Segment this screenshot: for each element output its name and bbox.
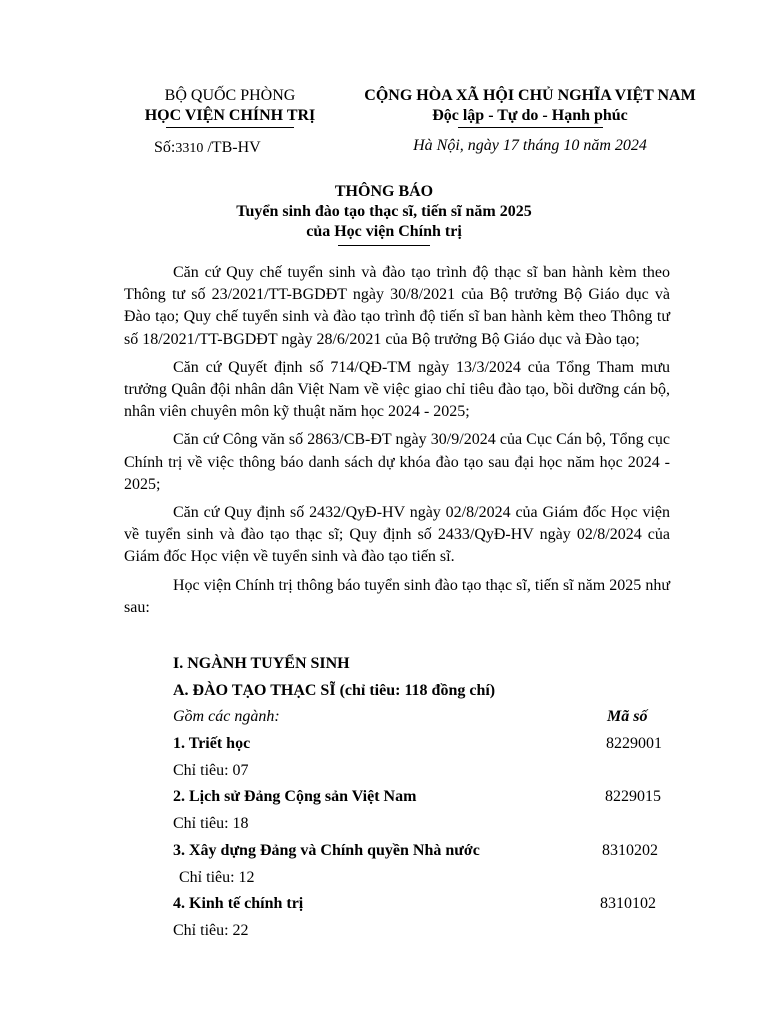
- major-code: 8229015: [605, 788, 661, 805]
- sub-heading: [173, 682, 495, 700]
- paragraph: Căn cứ Quy định số 2432/QyĐ-HV ngày 02/8/2024 của Giám đốc Học viện về tuyển sinh và đào tạo thạc sĩ; Quy định số 2433/QyĐ-HV ngày 02/8/2024 của Giám đốc Học viện về tuyển sinh và đào tạo tiến sĩ.: [124, 504, 670, 566]
- major-code: 8229001: [606, 735, 662, 752]
- document-title: [0, 182, 768, 246]
- doc-no-suffix: /TB-HV: [207, 139, 261, 156]
- document-number: [154, 139, 261, 157]
- sub-heading-bold: A. ĐÀO TẠO THẠC SĨ: [173, 682, 336, 699]
- title-main: THÔNG BÁO: [334, 183, 434, 200]
- code-column-label: Mã số: [607, 708, 648, 725]
- major-name: 2. Lịch sử Đảng Cộng sản Việt Nam: [173, 788, 417, 805]
- major-code: 8310102: [600, 895, 656, 912]
- document-body: [124, 262, 670, 624]
- doc-no-prefix: Số:: [154, 139, 176, 156]
- major-quota: Chỉ tiêu: 07: [173, 762, 249, 779]
- sub-heading-rest: (chỉ tiêu: 118 đồng chí): [335, 682, 496, 699]
- academy-name: HỌC VIỆN CHÍNH TRỊ: [144, 107, 316, 124]
- section-heading: I. NGÀNH TUYỂN SINH: [173, 655, 350, 672]
- date-day: 17: [502, 137, 519, 154]
- major-name: 1. Triết học: [173, 735, 251, 752]
- title-line-2: của Học viện Chính trị: [306, 223, 462, 240]
- authority-underline: [166, 127, 294, 128]
- major-name: 3. Xây dựng Đảng và Chính quyền Nhà nước: [173, 842, 480, 859]
- major-quota: Chỉ tiêu: 12: [179, 869, 255, 886]
- motto-underline: [458, 127, 603, 128]
- paragraph: Căn cứ Quy chế tuyển sinh và đào tạo trình độ thạc sĩ ban hành kèm theo Thông tư số 23/2021/TT-BGDĐT ngày 30/8/2021 của Bộ trưởng Bộ Giáo dục và Đào tạo; Quy chế tuyển sinh và đào tạo trình độ tiến sĩ ban hành kèm theo Thông tư số 18/2021/TT-BGDĐT ngày 28/6/2021 của Bộ trưởng Bộ Giáo dục và Đào tạo;: [124, 264, 670, 348]
- paragraph: Căn cứ Công văn số 2863/CB-ĐT ngày 30/9/2024 của Cục Cán bộ, Tổng cục Chính trị về việc thông báo danh sách dự khóa đào tạo sau đại học năm học 2024 - 2025;: [124, 431, 670, 493]
- major-name: 4. Kinh tế chính trị: [173, 895, 304, 912]
- national-title: [350, 86, 710, 128]
- date-mid: tháng: [518, 137, 564, 154]
- major-quota: Chỉ tiêu: 22: [173, 922, 249, 939]
- majors-list-label: Gồm các ngành:: [173, 708, 280, 725]
- date-month: 10: [563, 137, 580, 154]
- major-code: 8310202: [602, 842, 658, 859]
- issuing-authority: [125, 86, 335, 128]
- national-motto: Độc lập - Tự do - Hạnh phúc: [432, 107, 628, 124]
- major-quota: Chỉ tiêu: 18: [173, 815, 249, 832]
- paragraph: Căn cứ Quyết định số 714/QĐ-TM ngày 13/3/2024 của Tổng Tham mưu trưởng Quân đội nhân dân Việt Nam về việc giao chỉ tiêu đào tạo, bồi dưỡng cán bộ, nhân viên chuyên môn kỹ thuật năm học 2024 - 2025;: [124, 358, 670, 421]
- doc-no-number: 3310: [175, 141, 204, 156]
- republic-name: CỘNG HÒA XÃ HỘI CHỦ NGHĨA VIỆT NAM: [364, 87, 696, 104]
- title-line-1: Tuyển sinh đào tạo thạc sĩ, tiến sĩ năm 2025: [236, 203, 532, 220]
- title-underline: [338, 245, 430, 246]
- paragraph: Học viện Chính trị thông báo tuyển sinh đào tạo thạc sĩ, tiến sĩ năm 2025 như sau:: [124, 576, 670, 616]
- date-suffix: năm 2024: [579, 137, 647, 154]
- place-date: [350, 137, 710, 155]
- date-prefix: Hà Nội, ngày: [413, 137, 503, 154]
- ministry-name: BỘ QUỐC PHÒNG: [164, 87, 296, 104]
